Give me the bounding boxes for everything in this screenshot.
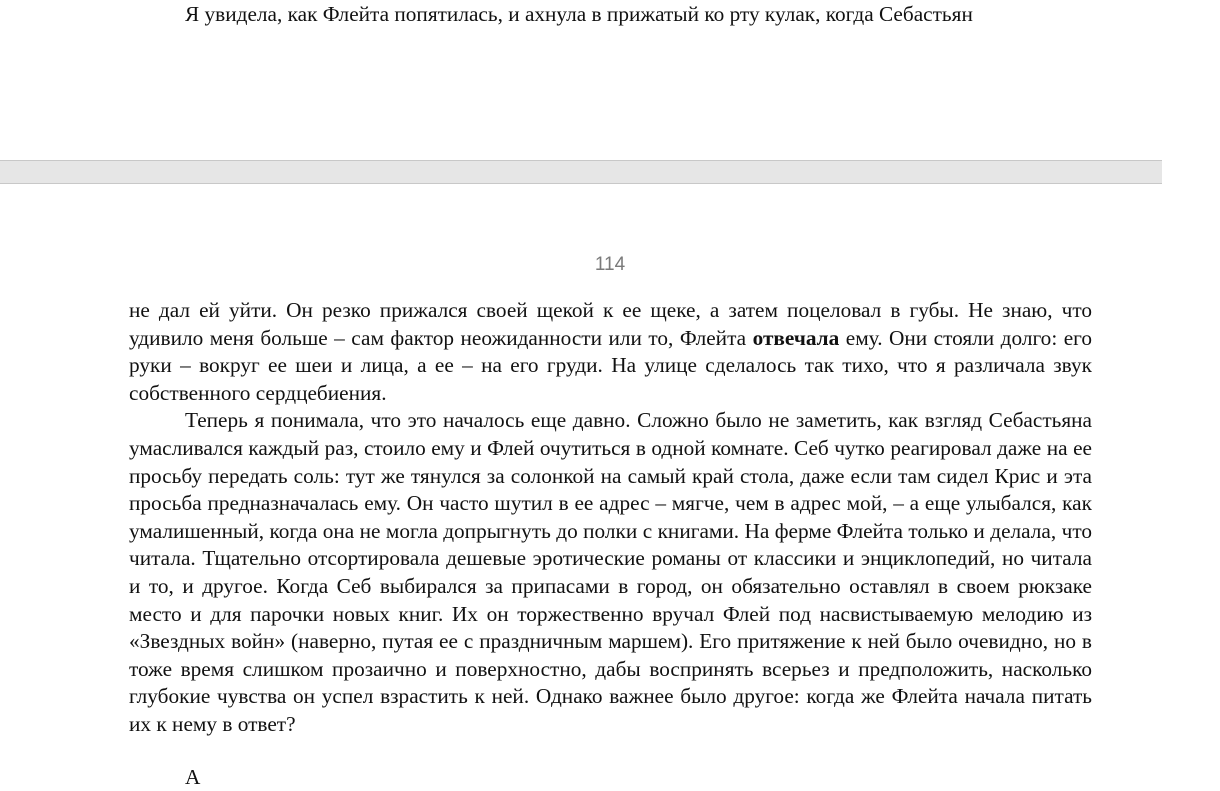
paragraph: Теперь я понимала, что это началось еще давно. Сложно было не заметить, как взгляд Себастьяна умасливался каждый раз, стоило ему и Флей очутиться в одной комнате. Себ чутко реагировал даже на ее просьбу передать соль: тут же тянулся за солонкой на самый край стола, даже если там сидел Крис и эта просьба предназначалась ему. Он часто шутил в ее адрес – мягче, чем в адрес мой, – а еще улыбался, как умалишенный, когда она не могла допрыгнуть до полки с книгами. На ферме Флейта только и делала, что читала. Тщательно отсортировала дешевые эротические романы от классики и энциклопедий, но читала и то, и другое. Когда Себ выбирался за припасами в город, он обязательно оставлял в своем рюкзаке место и для парочки новых книг. Их он торжественно вручал Флей под насвистываемую мелодию из «Звездных войн» (наверно, путая ее с праздничным маршем). Его притяжение к ней было очевидно, но в тоже время слишком прозаично и поверхностно, дабы воспринять всерьез и предположить, насколько глубокие чувства он успел взрастить к ней. Однако важнее было другое: когда же Флейта начала питать их к нему в ответ? — [129, 408, 1092, 736]
paragraph-continuation — [129, 297, 1092, 407]
current-page — [0, 184, 1162, 789]
bold-word: отвечала — [752, 325, 840, 350]
page-body — [129, 297, 1092, 739]
page-separator — [0, 160, 1162, 184]
previous-page-last-line: Я увидела, как Флейта попятилась, и ахнула в прижатый ко рту кулак, когда Себастьян — [185, 2, 973, 26]
page-number: 114 — [594, 254, 626, 275]
paragraph-text: не дал ей уйти. Он резко прижался своей щекой к ее щеке, а затем поцеловал в губы. Не знаю, что удивило меня больше – сам фактор неожиданности или то, Флейта — [129, 298, 1092, 350]
paragraph-text: ему. Они стояли долго: его руки – вокруг ее шеи и лица, а ее – на его груди. На улице сделалось так тихо, что я различала звук собственного сердцебиения. — [129, 325, 1093, 405]
next-paragraph-start: А — [185, 765, 201, 789]
previous-page — [0, 0, 1162, 160]
